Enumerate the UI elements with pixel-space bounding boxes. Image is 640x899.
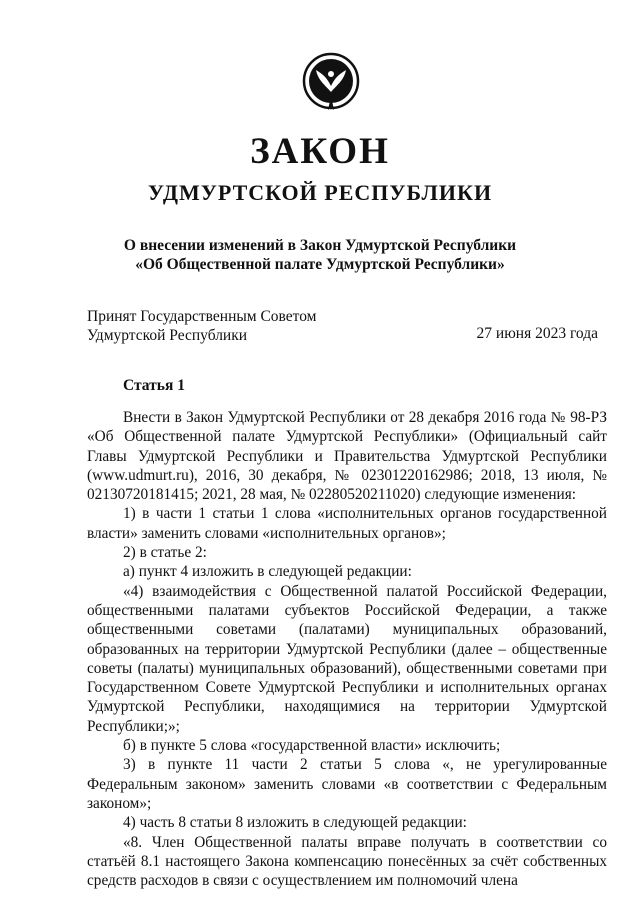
law-subtitle: УДМУРТСКОЙ РЕСПУБЛИКИ (147, 180, 493, 205)
article-paragraph: 1) в части 1 статьи 1 слова «исполнительных органов государственной власти» заменить словами «исполнительных органов»; (87, 505, 607, 542)
article-paragraph: 2) в статье 2: (123, 544, 207, 562)
adoption-block (87, 307, 317, 345)
article-paragraph: а) пункт 4 изложить в следующей редакции: (123, 563, 412, 581)
article-paragraph: 3) в пункте 11 части 2 статьи 5 слова «, не урегулированные Федеральным законом» заменить словами «в соответствии с Федеральным законом»; (87, 756, 607, 812)
udmurt-emblem-icon (302, 52, 360, 114)
article-paragraph: б) в пункте 5 слова «государственной власти» исключить; (123, 737, 501, 755)
article-paragraph: 4) часть 8 статьи 8 изложить в следующей редакции: (123, 814, 467, 832)
adoption-line-2: Удмуртской Республики (87, 327, 248, 344)
adoption-date: 27 июня 2023 года (476, 325, 598, 342)
law-caption-line-1: О внесении изменений в Закон Удмуртской Республики (123, 237, 517, 254)
article-heading: Статья 1 (123, 377, 185, 394)
adoption-line-1: Принят Государственным Советом (87, 308, 317, 325)
law-title: ЗАКОН (250, 131, 390, 172)
article-paragraph: Внести в Закон Удмуртской Республики от 28 декабря 2016 года № 98-РЗ «Об Общественной палате Удмуртской Республики» (Официальный сайт Главы Удмуртской Республики и Правительства Удмуртской Республики (www.udmurt.ru), 2016, 30 декабря, № 02301220162986; 2018, 13 июля, № 02130720181415; 2021, 28 мая, № 02280520211020) следующие изменения: (87, 409, 607, 504)
article-paragraph: «4) взаимодействия с Общественной палатой Российской Федерации, общественными палатами субъектов Российской Федерации, а также общественными советами (палатами) муниципальных образований, образованных на территории Удмуртской Республики (далее – общественные советы (палаты) муниципальных образований), общественными советами при Государственном Совете Удмуртской Республики и исполнительных органах Удмуртской Республики, находящимися на территории Удмуртской Республики;»; (87, 582, 607, 735)
law-caption-line-2: «Об Общественной палате Удмуртской Республики» (135, 256, 505, 273)
article-paragraph: «8. Член Общественной палаты вправе получать в соответствии со статьёй 8.1 настоящего Закона компенсацию понесённых за счёт собственных средств расходов в связи с осуществлением им полномочий члена (87, 833, 607, 890)
article-body (87, 408, 607, 890)
